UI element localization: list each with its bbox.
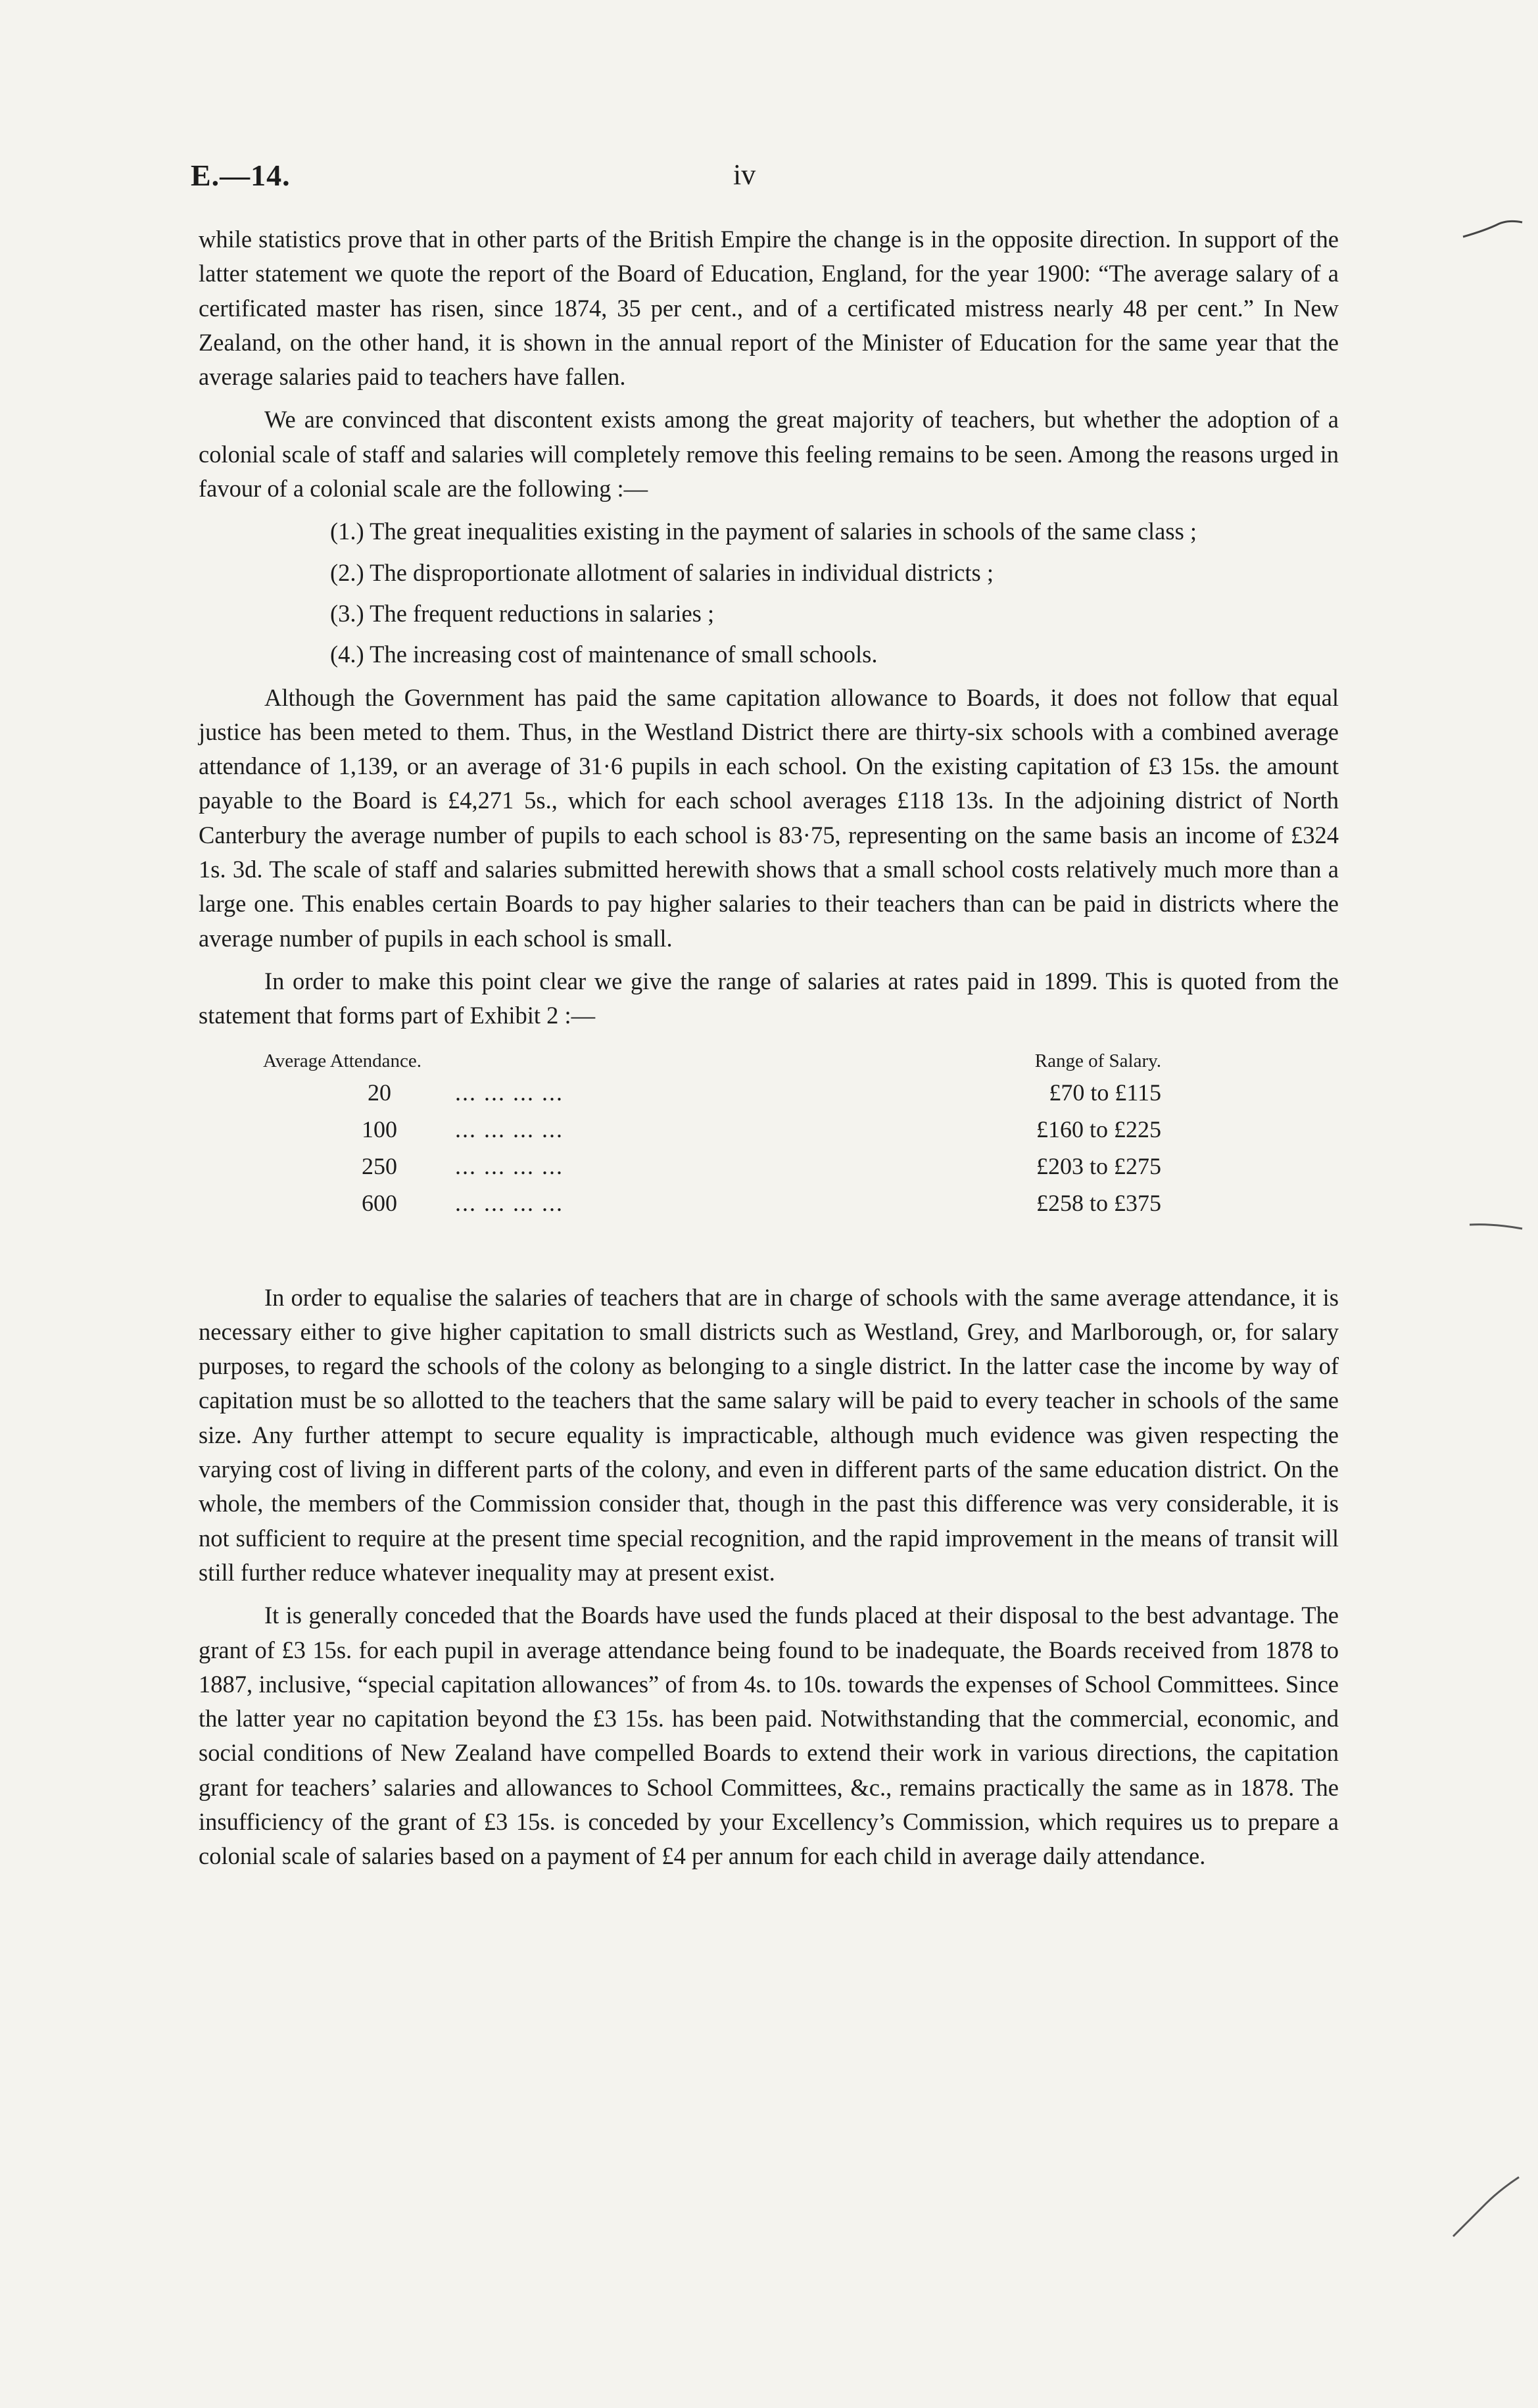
paragraph-6: It is generally conceded that the Boards have used the funds placed at their disposal to the best advantage. The grant of £3 15s. for each pupil in average attendance being found to be inadequate, the Boards received from 1878 to 1887, inclusive, “special capitation allowances” of from 4s. to 10s. towards the expenses of School Committees. Since the latter year no capitation beyond the £3 15s. has been paid. Notwithstanding that the commercial, economic, and social conditions of New Zealand have compelled Boards to extend their work in various directions, the capitation grant for teachers’ salaries and allowances to School Committees, &c., remains practically the same as in 1878. The insufficiency of the grant of £3 15s. is conceded by your Excellency’s Commission, which requires us to prepare a colonial scale of salaries based on a payment of £4 per annum for each child in average daily attendance. [199,1602,1339,1870]
table-row [199,1112,1339,1149]
margin-pen-mark [1460,210,1526,250]
attendance-cell: 100 [362,1116,397,1143]
list-item-text: The increasing cost of maintenance of small schools. [370,641,878,668]
paragraph-1: while statistics prove that in other parts of the British Empire the change is in the opposite direction. In support of the latter statement we quote the report of the Board of Education, England, for the year 1900: “The average salary of a certificated master has risen, since 1874, 35 per cent., and of a certificated mistress nearly 48 per cent.” In New Zealand, on the other hand, it is shown in the annual report of the Minister of Education for the same year that the average salaries paid to teachers have fallen. [199,226,1339,391]
list-item-number: (3.) [330,599,364,627]
column-header-attendance: Average Attendance. [263,1050,422,1071]
list-item-number: (4.) [330,641,364,668]
reasons-list [199,514,1339,672]
table-row [199,1149,1339,1186]
paragraph-4: In order to make this point clear we give the range of salaries at rates paid in 1899. This is quoted from the statement that forms part of Exhibit 2 :— [199,967,1339,1029]
list-item [199,597,1339,631]
list-item [199,514,1339,549]
leader-dots: ... ... ... ... [455,1079,564,1106]
table-row [199,1186,1339,1223]
margin-pen-mark [1447,2171,1526,2243]
paragraph-5: In order to equalise the salaries of teachers that are in charge of schools with the same average attendance, it is necessary either to give higher capitation to small districts such as Westland, Grey, and Marlborough, or, for salary purposes, to regard the schools of the colony as belonging to a single district. In the latter case the income by way of capitation must be so allotted to the teachers that the same salary will be paid to every teacher in schools of the same size. Any further attempt to secure equality is impracticable, although much evidence was given respecting the varying cost of living in different parts of the colony, and even in different parts of the same education district. On the whole, the members of the Commission consider that, though in the past this difference was very considerable, it is not sufficient to require at the present time special recognition, and the rapid improvement in the means of transit will still further reduce whatever inequality may at present exist. [199,1283,1339,1586]
salary-range-cell: £258 to £375 [1036,1189,1161,1216]
table-row [199,1075,1339,1112]
leader-dots: ... ... ... ... [455,1116,564,1143]
paragraph-2: We are convinced that discontent exists among the great majority of teachers, but whether the adoption of a colonial scale of staff and salaries will completely remove this feeling remains to be seen. Among the reasons urged in favour of a colonial scale are the following :— [199,406,1339,503]
list-item [199,556,1339,590]
attendance-cell: 250 [362,1152,397,1179]
attendance-cell: 600 [362,1189,397,1216]
list-item-number: (1.) [330,518,364,545]
list-item-number: (2.) [330,558,364,586]
margin-pen-mark [1466,1217,1526,1237]
document-reference: E.—14. [191,159,291,192]
salary-range-cell: £203 to £275 [1036,1152,1161,1179]
document-body [199,222,1339,1882]
list-item-text: The disproportionate allotment of salaries in individual districts ; [370,558,994,586]
salary-range-cell: £160 to £225 [1036,1116,1161,1143]
page-number: iv [733,159,756,191]
paragraph-3: Although the Government has paid the same capitation allowance to Boards, it does not follow that equal justice has been meted to them. Thus, in the Westland District there are thirty-six schools with a combined average attendance of 1,139, or an average of 31·6 pupils in each school. On the existing capitation of £3 15s. the amount payable to the Board is £4,271 5s., which for each school averages £118 13s. In the adjoining district of North Canterbury the average number of pupils to each school is 83·75, representing on the same basis an income of £324 1s. 3d. The scale of staff and salaries submitted herewith shows that a small school costs relatively much more than a large one. This enables certain Boards to pay higher salaries to their teachers than can be paid in districts where the average number of pupils in each school is small. [199,683,1339,952]
list-item-text: The frequent reductions in salaries ; [370,599,715,627]
list-item-text: The great inequalities existing in the payment of salaries in schools of the same class ; [370,518,1197,545]
leader-dots: ... ... ... ... [455,1189,564,1216]
leader-dots: ... ... ... ... [455,1152,564,1179]
attendance-cell: 20 [368,1079,391,1106]
salary-range-cell: £70 to £115 [1049,1079,1161,1106]
salary-table [199,1044,1339,1254]
column-header-range: Range of Salary. [1034,1050,1161,1071]
list-item [199,637,1339,672]
